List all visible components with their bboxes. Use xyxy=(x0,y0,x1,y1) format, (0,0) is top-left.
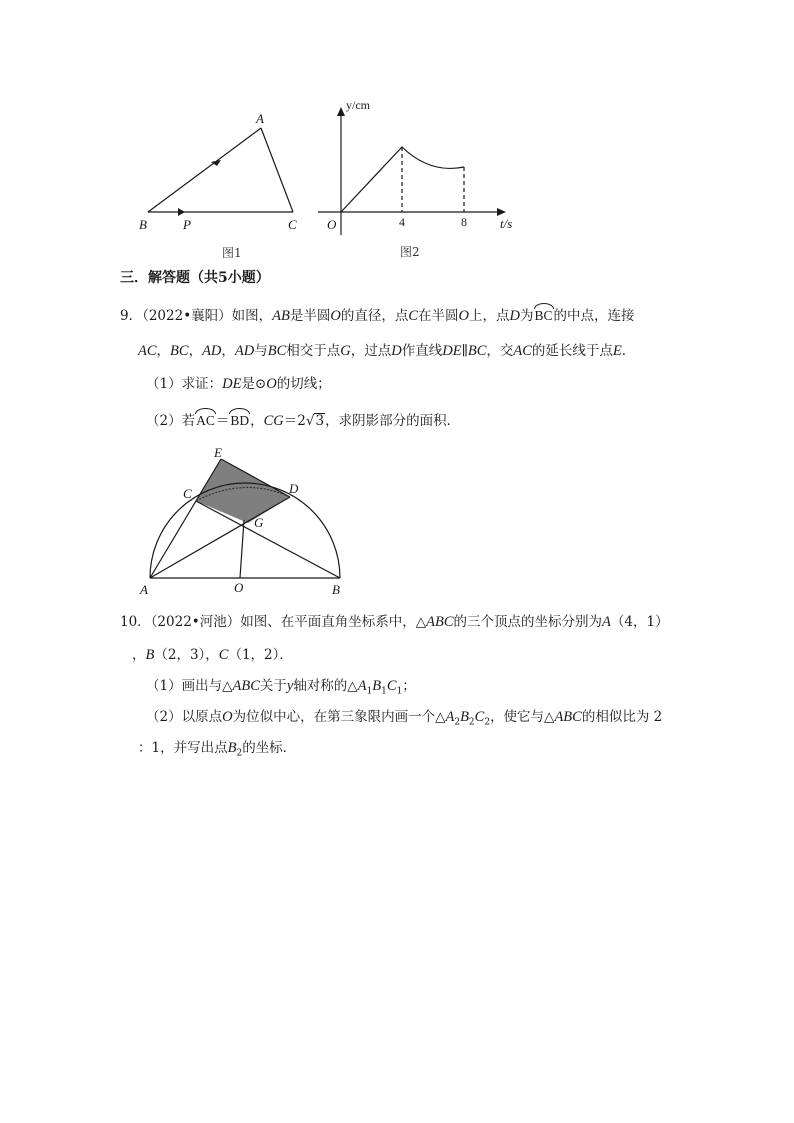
q9-label-A: A xyxy=(140,582,148,597)
q9-line-1: 9．（2022•襄阳）如图，AB是半圆O的直径，点C在半圆O上，点D为BC的中点，连接 xyxy=(120,308,635,324)
x-axis-label: t/s xyxy=(500,216,513,231)
arc-bc: BC xyxy=(534,306,554,326)
shaded-region xyxy=(196,459,290,523)
fig2-caption: 图2 xyxy=(400,245,420,259)
line-ae xyxy=(150,459,221,578)
label-C: C xyxy=(288,217,297,232)
label-A: A xyxy=(256,111,264,126)
q10-part-2: （2）以原点O为位似中心，在第三象限内画一个$\triangle A_2B_2C_2$，使它与△ABC的相似比为 2 xyxy=(146,709,663,728)
tick-8: 8 xyxy=(461,215,467,229)
q10-part-2-cont: ：1，并写出点$B_2$的坐标． xyxy=(138,740,297,759)
q9-part-2: （2）若AC＝BD，CG＝2√3，求阴影部分的面积． xyxy=(146,413,461,429)
q10-line-1: 10．（2022•河池）如图、在平面直角坐标系中，△ABC的三个顶点的坐标分别为A（4，1） xyxy=(120,614,669,630)
origin-label: O xyxy=(327,217,337,232)
q9-label-B: B xyxy=(332,582,340,597)
q9-label-C: C xyxy=(183,486,192,501)
label-P: P xyxy=(183,217,191,232)
section-title: 三．解答题（共5小题） xyxy=(120,270,270,286)
y-axis-label: y/cm xyxy=(346,98,370,112)
q10-source: （2022•河池） xyxy=(150,614,241,630)
q10-line-2: ，B（2，3），C（1，2）． xyxy=(132,647,293,663)
line-og xyxy=(240,520,244,578)
label-B: B xyxy=(139,217,147,232)
q9-number: 9． xyxy=(120,308,143,324)
fig1-caption: 图1 xyxy=(222,246,242,260)
tick-4: 4 xyxy=(399,215,405,229)
q9-label-O: O xyxy=(234,580,244,595)
q10-part-1: （1）画出与△ABC关于y轴对称的$\triangle A_1B_1C_1$； xyxy=(146,678,416,697)
sqrt-3: 3 xyxy=(315,413,325,429)
q9-label-E: E xyxy=(214,445,222,460)
q9-source: （2022•襄阳） xyxy=(142,308,232,324)
q10-number: 10． xyxy=(120,614,151,630)
q9-label-G: G xyxy=(254,515,264,530)
arc-bd: BD xyxy=(229,411,250,431)
q9-line-2: AC，BC，AD，AD与BC相交于点G，过点D作直线DE∥BC，交AC的延长线于点E． xyxy=(138,343,636,359)
q9-label-D: D xyxy=(289,481,299,496)
q9-part-1: （1）求证：DE是⊙O的切线； xyxy=(146,376,331,392)
arc-ac: AC xyxy=(195,411,216,431)
